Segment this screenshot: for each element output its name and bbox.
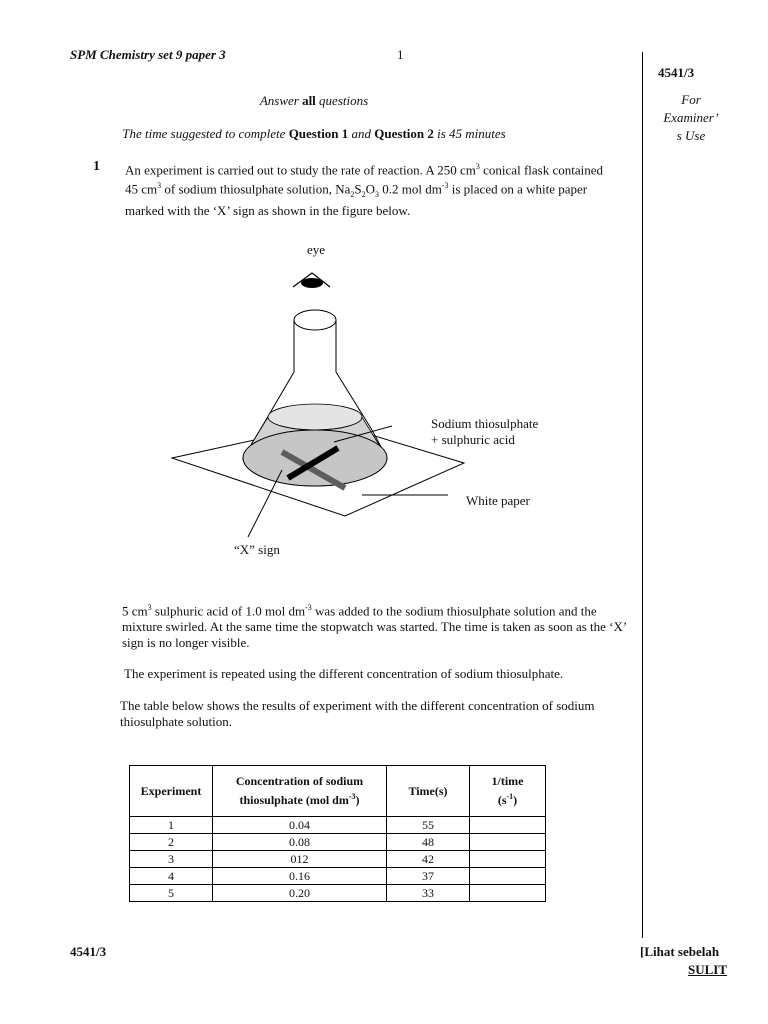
table-header-row	[130, 766, 546, 817]
question-intro: An experiment is carried out to study the rate of reaction. A 250 $cm^3$ conical flask contained 45 $cm^3$ of sodium thiosulphate solution, $Na_2S_2O_3$ 0.2 mol $dm^{-3}$ is placed on a white paper marked with the ‘X’ sign as shown in the figure below.	[125, 162, 603, 219]
document-title: SPM Chemistry set 9 paper 3	[70, 47, 226, 62]
footer-sulit: SULIT	[688, 962, 728, 977]
cell-time: 55	[387, 817, 470, 834]
cell-concentration: 0.16	[213, 868, 387, 885]
experiment-diagram	[160, 230, 560, 570]
solution-label-line-2: + sulphuric acid	[431, 432, 515, 447]
cell-concentration: 012	[213, 851, 387, 868]
cell-time: 48	[387, 834, 470, 851]
time-prefix: The time suggested to complete	[122, 126, 286, 141]
page-number: 1	[397, 47, 404, 62]
time-and: and	[351, 126, 372, 141]
margin-divider	[642, 52, 643, 938]
cell-concentration: 0.08	[213, 834, 387, 851]
time-suffix: is 45 minutes	[437, 126, 506, 141]
table-row	[130, 817, 546, 834]
examiner-line-3: s Use	[676, 128, 706, 143]
cell-experiment: 3	[130, 851, 213, 868]
white-paper-label: White paper	[466, 493, 530, 508]
procedure-paragraph: 5 $cm^3$ sulphuric acid of 1.0 mol $dm^{-3}$ was added to the sodium thiosulphate solution and the mixture swirled. At the same time the stopwatch was started. The time is taken as soon as the ‘X’ sign is no longer visible.	[122, 603, 627, 651]
flask-diagram-svg	[160, 230, 560, 570]
time-question-1: Question 1	[288, 126, 349, 141]
solution-label	[431, 416, 538, 448]
cell-concentration: 0.04	[213, 817, 387, 834]
cell-experiment: 5	[130, 885, 213, 902]
repeat-paragraph: The experiment is repeated using the different concentration of sodium thiosulphate.	[124, 666, 564, 681]
cell-experiment: 4	[130, 868, 213, 885]
time-question-2: Question 2	[374, 126, 434, 141]
paper-code: 4541/3	[658, 65, 695, 80]
table-row	[130, 885, 546, 902]
cell-inverse-time[interactable]	[470, 851, 546, 868]
table-row	[130, 868, 546, 885]
cell-inverse-time[interactable]	[470, 834, 546, 851]
cell-concentration: 0.20	[213, 885, 387, 902]
answer-prefix: Answer	[259, 93, 299, 108]
header-inverse-time: 1/time $(s^{-1})$	[470, 766, 546, 817]
x-sign-label: “X” sign	[234, 542, 280, 557]
cell-inverse-time[interactable]	[470, 817, 546, 834]
cell-time: 37	[387, 868, 470, 885]
header-time: Time(s)	[387, 766, 470, 817]
table-intro-paragraph: The table below shows the results of experiment with the different concentration of sodium thiosulphate solution.	[120, 698, 595, 729]
question-number: 1	[93, 159, 100, 174]
footer-turn-over: [Lihat sebelah	[640, 944, 720, 959]
results-table	[129, 765, 546, 902]
footer-code: 4541/3	[70, 944, 107, 959]
eye-label: eye	[307, 242, 326, 257]
time-instruction	[0, 126, 628, 142]
cell-inverse-time[interactable]	[470, 868, 546, 885]
header-concentration: Concentration of sodium thiosulphate (mol $dm^{-3}$)	[213, 766, 387, 817]
cell-inverse-time[interactable]	[470, 885, 546, 902]
examiner-line-2: Examiner’	[663, 110, 719, 125]
examiner-line-1: For	[681, 92, 701, 107]
examiner-use-label	[652, 91, 730, 145]
table-row	[130, 834, 546, 851]
cell-time: 42	[387, 851, 470, 868]
solution-label-line-1: Sodium thiosulphate	[431, 416, 539, 431]
cell-experiment: 1	[130, 817, 213, 834]
table-row	[130, 851, 546, 868]
eye-icon	[293, 273, 330, 288]
answer-instruction	[0, 93, 628, 109]
cell-time: 33	[387, 885, 470, 902]
header-experiment: Experiment	[130, 766, 213, 817]
answer-bold: all	[302, 93, 316, 108]
answer-suffix: questions	[319, 93, 369, 108]
cell-experiment: 2	[130, 834, 213, 851]
